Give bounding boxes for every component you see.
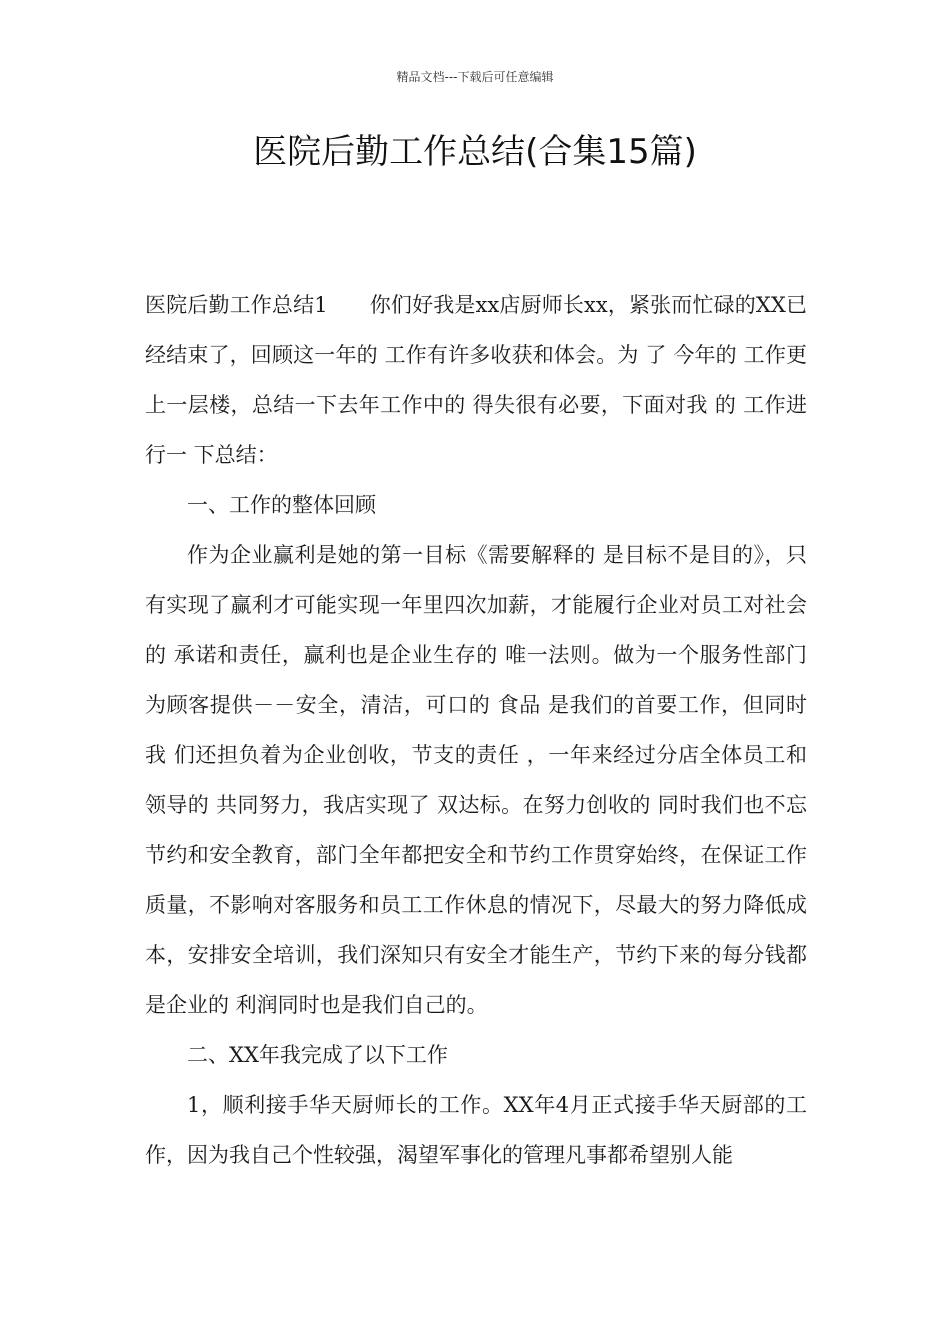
section-label: 医院后勤工作总结1 (145, 293, 328, 317)
intro-paragraph (145, 280, 807, 480)
document-title: 医院后勤工作总结(合集15篇) (253, 132, 697, 172)
paragraph-2: 1，顺利接手华天厨师长的工作。XX年4月正式接手华天厨部的工作，因为我自己个性较强，渴望军事化的管理凡事都希望别人能 (145, 1093, 807, 1167)
intro-text: 你们好我是xx店厨师长xx，紧张而忙碌的XX已经结束了，回顾这一年的 工作有许多收获和体会。为 了 今年的 工作更上一层楼，总结一下去年工作中的 得失很有必要，下面对我 的 工作进行一 下总结： (145, 293, 807, 467)
section-heading-1: 一、工作的整体回顾 (187, 493, 376, 517)
header-note: 精品文档---下载后可任意编辑 (396, 70, 554, 84)
section-heading-2: 二、XX年我完成了以下工作 (187, 1043, 448, 1067)
document-body (145, 280, 807, 1180)
paragraph-1: 作为企业赢利是她的第一目标《需要解释的 是目标不是目的》，只有实现了赢利才可能实现一年里四次加薪，才能履行企业对员工对社会的 承诺和责任，赢利也是企业生存的 唯一法则。做为一个服务性部门为顾客提供－－安全，清洁，可口的 食品 是我们的首要工作，但同时我 们还担负着为企业创收，节支的责任 ，一年来经过分店全体员工和领导的 共同努力，我店实现了 双达标。在努力创收的 同时我们也不忘节约和安全教育，部门全年都把安全和节约工作贯穿始终，在保证工作质量，不影响对客服务和员工工作休息的情况下，尽最大的努力降低成本，安排安全培训，我们深知只有安全才能生产，节约下来的每分钱都是企业的 利润同时也是我们自己的。 (145, 543, 807, 1017)
